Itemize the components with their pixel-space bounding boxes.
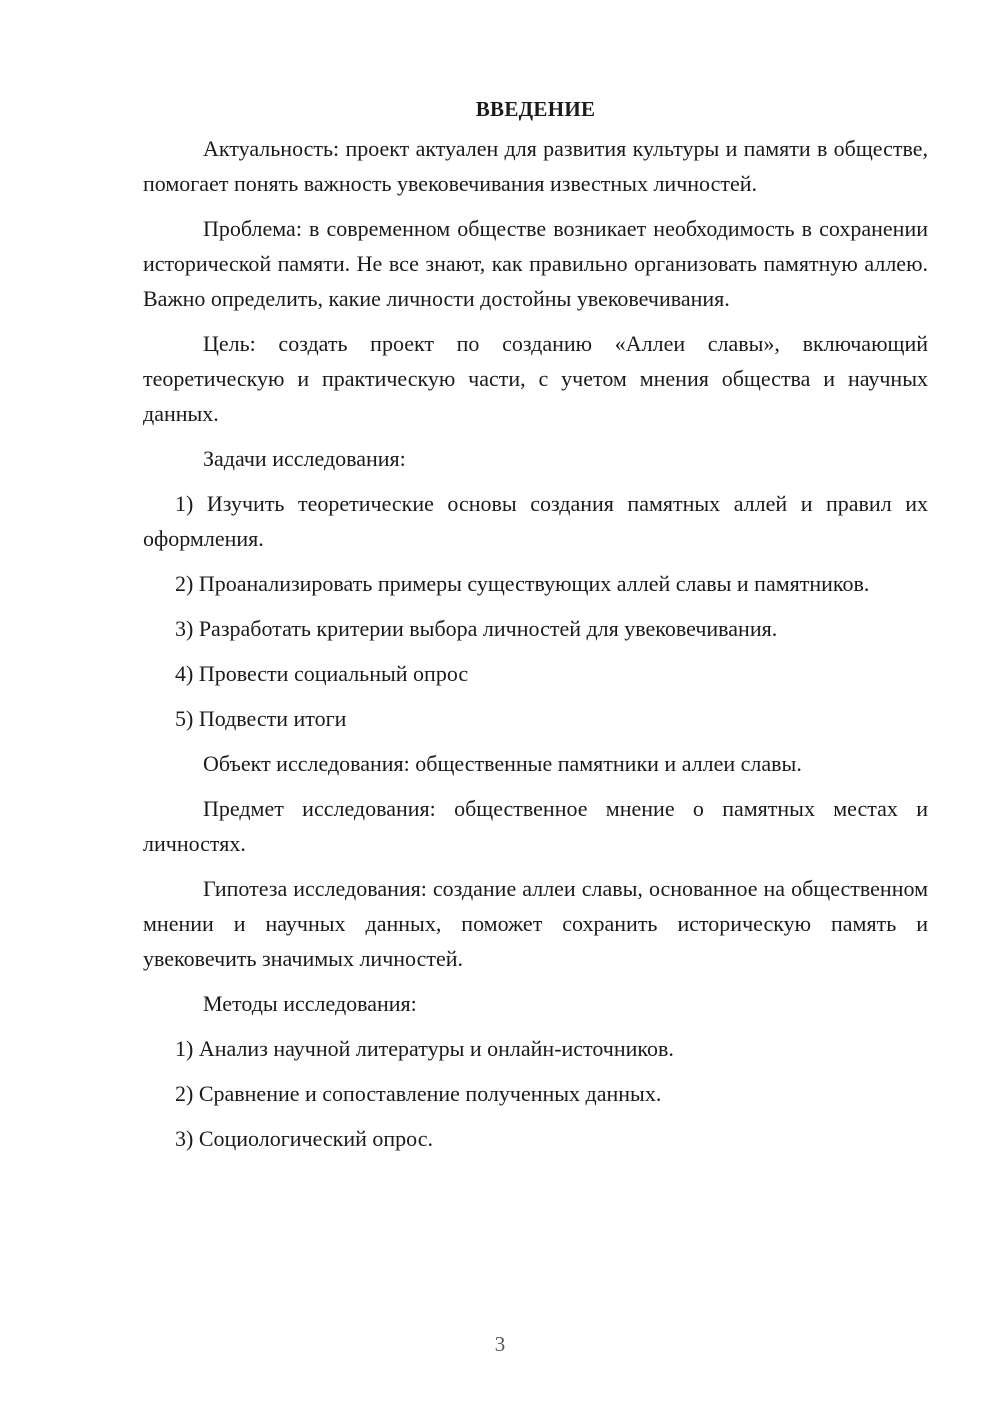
section-title: ВВЕДЕНИЕ xyxy=(475,97,596,121)
hypothesis-paragraph: Гипотеза исследования: создание аллеи славы, основанное на общественном мнении и научных данных, поможет сохранить историческую память и увековечить значимых личностей. xyxy=(143,876,928,971)
relevance-paragraph: Актуальность: проект актуален для развития культуры и памяти в обществе, помогает понять важность увековечивания известных личностей. xyxy=(143,136,928,196)
object-paragraph: Объект исследования: общественные памятники и аллеи славы. xyxy=(203,751,802,776)
tasks-heading: Задачи исследования: xyxy=(203,446,406,471)
problem-paragraph: Проблема: в современном обществе возникает необходимость в сохранении исторической памяти. Не все знают, как правильно организовать памятную аллею. Важно определить, какие личности достойны увековечивания. xyxy=(143,216,928,311)
task-item: 4) Провести социальный опрос xyxy=(175,661,469,686)
method-item: 1) Анализ научной литературы и онлайн-источников. xyxy=(175,1036,674,1061)
task-item: 3) Разработать критерии выбора личностей для увековечивания. xyxy=(175,616,778,641)
goal-paragraph: Цель: создать проект по созданию «Аллеи славы», включающий теоретическую и практическую части, с учетом мнения общества и научных данных. xyxy=(143,331,928,426)
document-page xyxy=(143,92,928,1166)
task-item: 5) Подвести итоги xyxy=(175,706,347,731)
subject-paragraph: Предмет исследования: общественное мнение о памятных местах и личностях. xyxy=(143,796,928,856)
method-item: 2) Сравнение и сопоставление полученных данных. xyxy=(175,1081,662,1106)
method-item: 3) Социологический опрос. xyxy=(175,1126,433,1151)
page-number: 3 xyxy=(494,1332,506,1356)
task-item: 2) Проанализировать примеры существующих аллей славы и памятников. xyxy=(175,571,870,596)
task-item: 1) Изучить теоретические основы создания памятных аллей и правил их оформления. xyxy=(143,491,928,551)
methods-heading: Методы исследования: xyxy=(203,991,417,1016)
